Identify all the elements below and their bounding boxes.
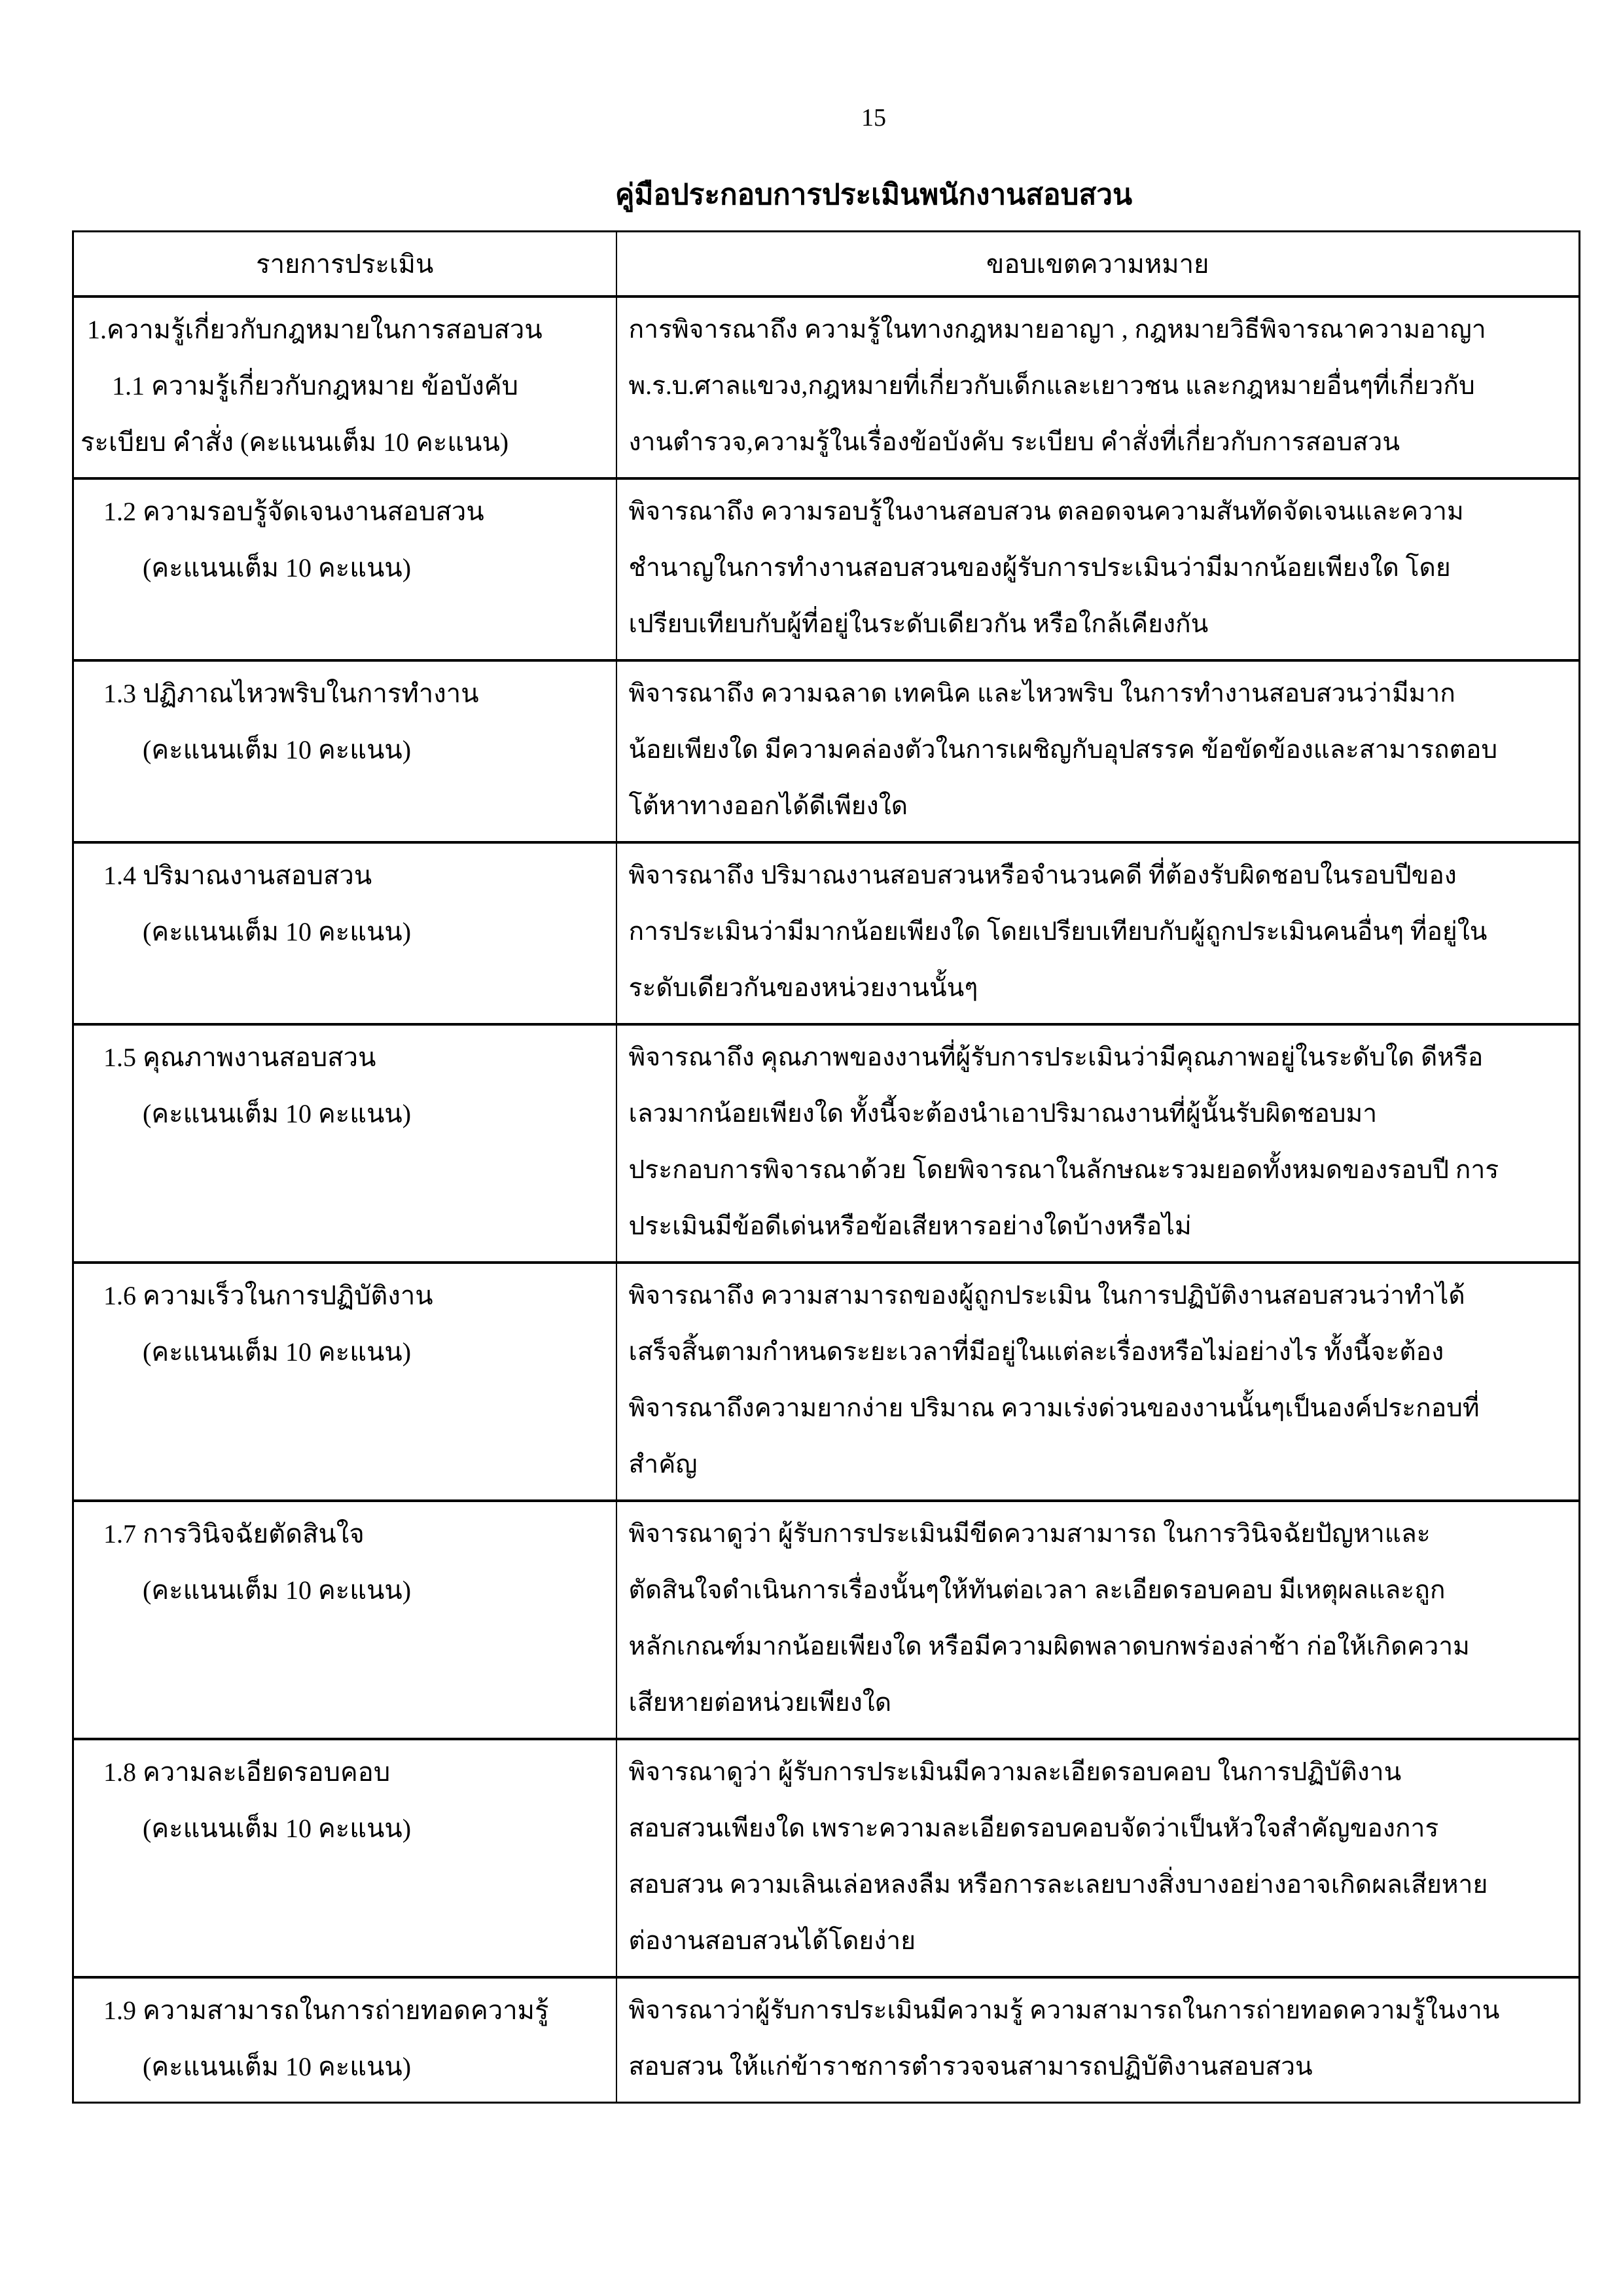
scope-cell [616,1739,1580,1977]
item-line: 1.4 ปริมาณงานสอบสวน [103,861,372,890]
item-line: 1.8 ความละเอียดรอบคอบ [103,1757,391,1787]
item-line: (คะแนนเต็ม 10 คะแนน) [143,2052,412,2081]
scope-line: สอบสวนเพียงใด เพราะความละเอียดรอบคอบจัดว่าเป็นหัวใจสำคัญของการ [628,1814,1439,1842]
scope-cell [616,296,1580,478]
scope-line: พิจารณาถึง ปริมาณงานสอบสวนหรือจำนวนคดี ที่ต้องรับผิดชอบในรอบปีของ [628,861,1457,889]
scope-line: สำคัญ [628,1450,698,1479]
scope-line: งานตำรวจ,ความรู้ในเรื่องข้อบังคับ ระเบียบ คำสั่งที่เกี่ยวกับการสอบสวน [628,428,1400,456]
scope-cell [616,660,1580,842]
column-header-scope: ขอบเขตความหมาย [616,232,1580,297]
scope-cell [616,478,1580,660]
scope-line: หลักเกณฑ์มากน้อยเพียงใด หรือมีความผิดพลาดบกพร่องล่าช้า ก่อให้เกิดความ [628,1632,1470,1660]
scope-line: เลวมากน้อยเพียงใด ทั้งนี้จะต้องนำเอาปริมาณงานที่ผู้นั้นรับผิดชอบมา [628,1100,1378,1128]
table-row [73,1501,1580,1739]
table-header-row [73,232,1580,297]
scope-line: การพิจารณาถึง ความรู้ในทางกฎหมายอาญา , กฎหมายวิธีพิจารณาความอาญา [628,315,1486,344]
item-cell [73,296,616,478]
item-line: (คะแนนเต็ม 10 คะแนน) [143,1099,412,1128]
scope-line: โต้หาทางออกได้ดีเพียงใด [628,792,908,820]
scope-cell [616,842,1580,1024]
scope-line: เสร็จสิ้นตามกำหนดระยะเวลาที่มีอยู่ในแต่ละเรื่องหรือไม่อย่างไร ทั้งนี้จะต้อง [628,1338,1444,1366]
item-cell [73,1501,616,1739]
item-line: 1.ความรู้เกี่ยวกับกฎหมายในการสอบสวน [87,315,543,344]
item-line: (คะแนนเต็ม 10 คะแนน) [143,1337,412,1367]
scope-cell [616,1501,1580,1739]
item-line: 1.1 ความรู้เกี่ยวกับกฎหมาย ข้อบังคับ [112,371,519,401]
scope-line: พิจารณาถึง ความฉลาด เทคนิค และไหวพริบ ในการทำงานสอบสวนว่ามีมาก [628,679,1455,708]
table-row [73,478,1580,660]
scope-line: พิจารณาถึงความยากง่าย ปริมาณ ความเร่งด่วนของงานนั้นๆเป็นองค์ประกอบที่ [628,1394,1480,1422]
scope-line: สอบสวน ความเลินเล่อหลงลืม หรือการละเลยบางสิ่งบางอย่างอาจเกิดผลเสียหาย [628,1871,1488,1899]
item-cell [73,660,616,842]
scope-line: ประกอบการพิจารณาด้วย โดยพิจารณาในลักษณะรวมยอดทั้งหมดของรอบปี การ [628,1156,1499,1184]
item-line: 1.3 ปฏิภาณไหวพริบในการทำงาน [103,679,479,708]
scope-line: ระดับเดียวกันของหน่วยงานนั้นๆ [628,974,978,1002]
scope-line: น้อยเพียงใด มีความคล่องตัวในการเผชิญกับอุปสรรค ข้อขัดข้องและสามารถตอบ [628,736,1498,764]
item-cell [73,1263,616,1501]
scope-line: เปรียบเทียบกับผู้ที่อยู่ในระดับเดียวกัน หรือใกล้เคียงกัน [628,610,1209,638]
item-line: (คะแนนเต็ม 10 คะแนน) [143,1814,412,1843]
table-row [73,1977,1580,2103]
item-line: ระเบียบ คำสั่ง (คะแนนเต็ม 10 คะแนน) [80,427,509,457]
item-cell [73,1977,616,2103]
scope-cell [616,1263,1580,1501]
scope-line: สอบสวน ให้แก่ข้าราชการตำรวจจนสามารถปฏิบัติงานสอบสวน [628,2053,1313,2081]
item-line: 1.6 ความเร็วในการปฏิบัติงาน [103,1281,433,1310]
item-cell [73,842,616,1024]
page-number: 15 [861,104,886,132]
scope-line: ตัดสินใจดำเนินการเรื่องนั้นๆให้ทันต่อเวลา ละเอียดรอบคอบ มีเหตุผลและถูก [628,1576,1446,1604]
scope-line: พิจารณาว่าผู้รับการประเมินมีความรู้ ความสามารถในการถ่ายทอดความรู้ในงาน [628,1996,1500,2024]
scope-cell [616,1024,1580,1263]
scope-line: พิจารณาถึง ความรอบรู้ในงานสอบสวน ตลอดจนความสันทัดจัดเจนและความ [628,497,1464,526]
scope-line: ชำนาญในการทำงานสอบสวนของผู้รับการประเมินว่ามีมากน้อยเพียงใด โดย [628,554,1451,582]
scope-line: พิจารณาดูว่า ผู้รับการประเมินมีขีดความสามารถ ในการวินิจฉัยปัญหาและ [628,1520,1431,1548]
item-line: (คะแนนเต็ม 10 คะแนน) [143,553,412,583]
item-cell [73,1739,616,1977]
item-line: (คะแนนเต็ม 10 คะแนน) [143,917,412,946]
item-line: 1.5 คุณภาพงานสอบสวน [103,1043,376,1072]
item-line: 1.9 ความสามารถในการถ่ายทอดความรู้ [103,1996,549,2025]
scope-line: พิจารณาดูว่า ผู้รับการประเมินมีความละเอียดรอบคอบ ในการปฏิบัติงาน [628,1758,1402,1786]
table-row [73,1263,1580,1501]
item-line: 1.2 ความรอบรู้จัดเจนงานสอบสวน [103,497,484,526]
scope-line: ต่องานสอบสวนได้โดยง่าย [628,1927,916,1955]
scope-line: การประเมินว่ามีมากน้อยเพียงใด โดยเปรียบเทียบกับผู้ถูกประเมินคนอื่นๆ ที่อยู่ใน [628,918,1488,946]
table-row [73,1739,1580,1977]
item-cell [73,478,616,660]
scope-line: พ.ร.บ.ศาลแขวง,กฎหมายที่เกี่ยวกับเด็กและเยาวชน และกฎหมายอื่นๆที่เกี่ยวกับ [628,372,1475,400]
table-row [73,296,1580,478]
table-row [73,842,1580,1024]
item-line: 1.7 การวินิจฉัยตัดสินใจ [103,1519,365,1549]
scope-line: เสียหายต่อหน่วยเพียงใด [628,1689,892,1717]
table-row [73,1024,1580,1263]
scope-line: พิจารณาถึง คุณภาพของงานที่ผู้รับการประเมินว่ามีคุณภาพอยู่ในระดับใด ดีหรือ [628,1043,1484,1071]
table-row [73,660,1580,842]
page-title: คู่มือประกอบการประเมินพนักงานสอบสวน [615,179,1133,211]
scope-cell [616,1977,1580,2103]
item-line: (คะแนนเต็ม 10 คะแนน) [143,735,412,764]
scope-line: พิจารณาถึง ความสามารถของผู้ถูกประเมิน ในการปฏิบัติงานสอบสวนว่าทำได้ [628,1282,1465,1310]
scope-line: ประเมินมีข้อดีเด่นหรือข้อเสียหารอย่างใดบ้างหรือไม่ [628,1212,1192,1240]
evaluation-table [72,230,1580,2104]
item-cell [73,1024,616,1263]
column-header-item: รายการประเมิน [73,232,616,297]
item-line: (คะแนนเต็ม 10 คะแนน) [143,1575,412,1605]
